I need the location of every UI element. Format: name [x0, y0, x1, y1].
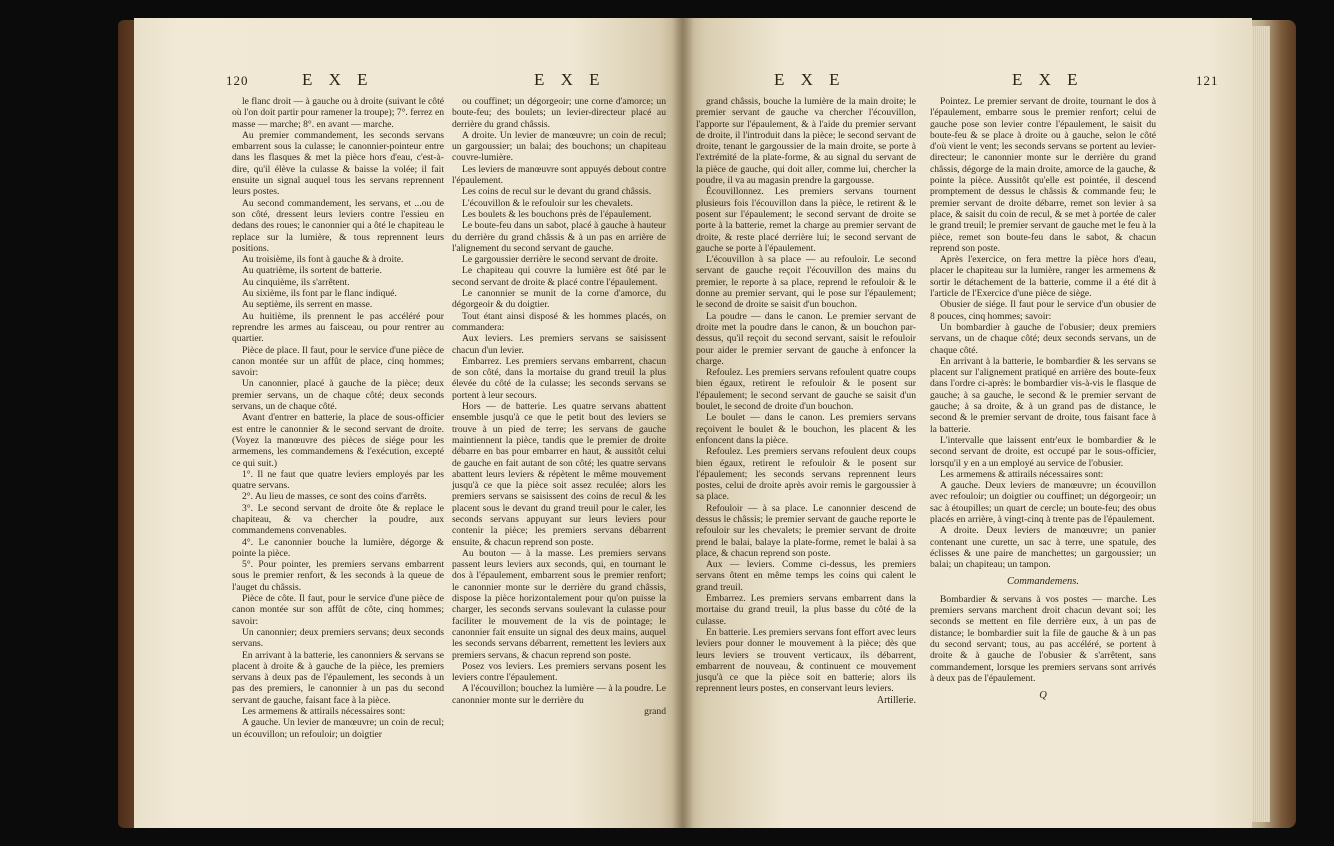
- paragraph: Aux leviers. Les premiers servans se saisissent chacun d'un levier.: [452, 333, 666, 356]
- paragraph: A gauche. Un levier de manœuvre; un coin de recul; un écouvillon; un refouloir; un doigtier: [232, 717, 444, 740]
- paragraph: Un canonnier, placé à gauche de la pièce; deux premier servans, un de chaque côté; deux seconds servans, un de chaque côté.: [232, 378, 444, 413]
- paragraph: ou couffinet; un dégorgeoir; une corne d'amorce; un boute-feu; des boulets; un levier-directeur placé au derrière du grand châssis.: [452, 96, 666, 130]
- paragraph: L'écouvillon & le refouloir sur les chevalets.: [462, 197, 633, 209]
- paragraph: En arrivant à la batterie, les canonniers & servans se placent à droite & à gauche de la pièce, les premiers servans à deux pas de l'épaulement, les seconds à un pas des premiers, le canonnier à un pas du second servant de gauche, faisant face à la pièce.: [232, 649, 444, 706]
- catchword: grand: [644, 706, 666, 718]
- paragraph: 4°. Le canonnier bouche la lumière, dégorge & pointe la pièce.: [232, 536, 444, 559]
- section-heading: Commandemens.: [1006, 576, 1080, 588]
- paragraph: Au second commandement, les servans, et ...ou de son côté, dressent leurs leviers contre l'essieu en dedans des roues; le canonnier qui a ôté le chapiteau le replace sur la lumière, & tous reprennent leurs positions.: [232, 197, 444, 254]
- paragraph: Au cinquième, ils s'arrêtent.: [242, 276, 350, 288]
- paragraph: A droite. Un levier de manœuvre; un coin de recul; un gargoussier; un balai; des bouchons; un chapiteau couvre-lumière.: [452, 129, 666, 164]
- left-page: [134, 18, 682, 828]
- paragraph: Pièce de côte. Il faut, pour le service d'une pièce de canon montée sur son affût de côte, cinq hommes; savoir:: [232, 593, 444, 627]
- right-page-number: 121: [1196, 73, 1219, 88]
- paragraph: Avant d'entrer en batterie, la place de sous-officier est entre le canonnier & le second servant de droite. (Voyez la manœuvre des pièces de siége pour les armemens, les commandemens & l'exécution, excepté ce qui suit.): [232, 412, 444, 469]
- paragraph: La poudre — dans le canon. Le premier servant de droite met la poudre dans le canon, & un bouchon par-dessus, qu'il reçoit du second servant, saisit le refouloir pour aider le premier servant de gauche à enfoncer la charge.: [696, 310, 916, 367]
- left-column-1: [232, 96, 444, 740]
- paragraph: Hors — de batterie. Les quatre servans abattent ensemble jusqu'à ce que le petit bout des leviers se trouve à un pied de terre; les servans de gauche maintiennent la pièce, tandis que le premier de droite débarre en bas pour embarrer en haut, & aussitôt celui de gauche en fait autant de son côté; les quatre servans abattent leurs leviers & répètent le même mouvement jusqu'à ce que la pièce soit assez reculée; alors les premiers servans se saisissent des coins de recul & les placent sous le devant du grand treuil pour le caler, les seconds servans appuyant sur leurs leviers pour contenir la pièce; les premiers servans débarrent ensuite, & chacun reprend son poste.: [452, 401, 666, 548]
- signature-letter: Q: [1039, 690, 1047, 702]
- paragraph: Pièce de place. Il faut, pour le service d'une pièce de canon montée sur un affût de place, cinq hommes; savoir:: [232, 344, 444, 379]
- left-running-head: [134, 70, 682, 92]
- right-running-head: [682, 70, 1252, 92]
- paragraph: A gauche. Deux leviers de manœuvre; un écouvillon avec refouloir; un doigtier ou couffinet; un dégorgeoir; un sac à étoupilles; un quart de cercle; un boute-feu; des obus placés en arrière, à vingt-cinq à trente pas de l'épaulement.: [930, 480, 1156, 525]
- paragraph: Les armemens & attirails nécessaires sont:: [940, 468, 1104, 480]
- paragraph: Pointez. Le premier servant de droite, tournant le dos à l'épaulement, embarre sous le premier renfort; celui de gauche pose son levier contre l'épaulement, le saisit du boute-feu & se place à droite ou à gauche, selon le côté d'où vient le vent; les seconds servans se portent au levier-directeur; le canonnier monte sur le derrière du grand châssis, dégorge de la main droite, amorce de la gauche, & pointe la pièce. Aussitôt qu'elle est pointée, il descend promptement de dessus le châssis & commande feu; le premier servant de droite débarre, remet son levier à sa place, & saisit du coin de recul, & se met à portée de caler le grand treuil; le premier servant de gauche met le feu à la pièce, remet son boute-feu dans le sabot, & chacun reprend son poste.: [930, 96, 1156, 254]
- paragraph: En arrivant à la batterie, le bombardier & les servans se placent sur l'alignement pratiqué en arrière des boute-feux dans l'ordre ci-après: le bombardier vis-à-vis le flasque de gauche; à sa gauche, le second & le premier servant de gauche; à sa droite, & à un grand pas de distance, le second & le premier servant de droite, tous faisant face à la batterie.: [930, 355, 1156, 435]
- paragraph: Après l'exercice, on fera mettre la pièce hors d'eau, placer le chapiteau sur la lumière, ranger les armemens & sortir le détachement de la batterie, comme il a été dit à l'article de l'Exercice d'une pièce de siège.: [930, 254, 1156, 300]
- paragraph: Le chapiteau qui couvre la lumière est ôté par le second servant de droite & placé contre l'épaulement.: [452, 265, 666, 288]
- right-head-col2: E X E: [1012, 70, 1084, 89]
- paragraph: Aux — leviers. Comme ci-dessus, les premiers servans ôtent en même temps les coins qui calent le grand treuil.: [696, 559, 916, 593]
- right-head-col1: E X E: [774, 70, 846, 89]
- paragraph: Refoulez. Les premiers servans refoulent quatre coups bien égaux, retirent le refouloir & le posent sur l'épaulement; le second servant de gauche se saisit d'un boulet, le second de droite d'un bouchon.: [696, 367, 916, 413]
- paragraph: Le boulet — dans le canon. Les premiers servans reçoivent le boulet & le bouchon, les placent & les enfoncent dans la pièce.: [696, 412, 916, 446]
- paragraph: Au bouton — à la masse. Les premiers servans passent leurs leviers aux seconds, qui, en tournant le dos à l'épaulement, embarrent sous le premier renfort; le canonnier monte sur le derrière du grand châssis, dispose la pièce horizontalement pour qu'on puisse la charger, les seconds servans soulevant la culasse pour faciliter le mouvement de la vis de pointage; le canonnier fait ensuite un signal des deux mains, auquel les seconds servans débarrent, remettent les leviers aux premiers servans, & chacun reprend son poste.: [452, 547, 666, 661]
- paragraph: A droite. Deux leviers de manœuvre; un panier contenant une curette, un sac à terre, une spatule, des éclisses & une paire de manchettes; un gargoussier; un balai; un chapiteau; un tampon.: [930, 525, 1156, 571]
- paragraph: Écouvillonnez. Les premiers servans tournent plusieurs fois l'écouvillon dans la pièce, le retirent & le posent sur l'épaulement; le second servant de droite se porte à la batterie, remet la charge au premier servant de droite, & reste placé derrière lui; le second servant de gauche se porte à l'épaulement.: [696, 186, 916, 254]
- paragraph: Refoulez. Les premiers servans refoulent deux coups bien égaux, retirent le refouloir & le posent sur l'épaulement; les seconds servans reprennent leurs postes, celui de droite après avoir remis le gargoussier à sa place.: [696, 446, 916, 503]
- paragraph: Au septième, ils serrent en masse.: [242, 299, 373, 311]
- left-page-number: 120: [226, 73, 249, 88]
- paragraph: A l'écouvillon; bouchez la lumière — à la poudre. Le canonnier monte sur le derrière du: [452, 683, 666, 706]
- page-edges: [1250, 26, 1270, 822]
- paragraph: Embarrez. Les premiers servans embarrent dans la mortaise du grand treuil, la plus basse du côté de la culasse.: [696, 593, 916, 627]
- paragraph: Le boute-feu dans un sabot, placé à gauche à hauteur du derrière du grand châssis & à un pas en arrière de l'alignement du second servant de gauche.: [452, 220, 666, 254]
- book-gutter: [672, 18, 694, 828]
- paragraph: Un bombardier à gauche de l'obusier; deux premiers servans, un de chaque côté; deux seconds servans, un de chaque côté.: [930, 321, 1156, 356]
- paragraph: L'intervalle que laissent entr'eux le bombardier & le second servant de droite, est occupé par le sous-officier, lorsqu'il y en a un employé au service de l'obusier.: [930, 434, 1156, 469]
- paragraph: Refouloir — à sa place. Le canonnier descend de dessus le châssis; le premier servant de gauche reporte le refouloir sur les chevalets; le premier servant de droite prend le balai, balaye la plate-forme, remet le balai à sa place, & chacun reprend son poste.: [696, 502, 916, 559]
- paragraph: Posez vos leviers. Les premiers servans posent les leviers contre l'épaulement.: [452, 660, 666, 684]
- paragraph: le flanc droit — à gauche ou à droite (suivant le côté où l'on doit partir pour ramener la troupe); 7°. ferrez en masse — marche; 8°. en avant — marche.: [232, 96, 445, 130]
- paragraph: Les boulets & les bouchons près de l'épaulement.: [462, 208, 652, 220]
- paragraph: Obusier de siége. Il faut pour le service d'un obusier de 8 pouces, cinq hommes; savoir:: [930, 299, 1156, 322]
- left-head-col2: E X E: [534, 70, 606, 89]
- left-head-col1: E X E: [302, 70, 374, 89]
- paragraph: Les coins de recul sur le devant du grand châssis.: [462, 186, 652, 198]
- paragraph: Au troisième, ils font à gauche & à droite.: [242, 254, 404, 266]
- paragraph: Embarrez. Les premiers servans embarrent, chacun de son côté, dans la mortaise du grand treuil la plus élevée du côté de la culasse; les seconds servans se portent à leur secours.: [452, 355, 666, 401]
- paragraph: Un canonnier; deux premiers servans; deux seconds servans.: [232, 626, 444, 650]
- paragraph: Le canonnier se munit de la corne d'amorce, du dégorgeoir & du doigtier.: [452, 288, 666, 311]
- paragraph: Au premier commandement, les seconds servans embarrent sous la culasse; le canonnier-pointeur entre dans les flasques & met la pièce hors d'eau, c'est-à-dire, qu'il élève la culasse & baisse la volée; il fait ensuite un signal auquel tous les servans reprennent leurs postes.: [232, 129, 444, 198]
- right-column-1: [696, 96, 916, 706]
- right-page: [682, 18, 1252, 828]
- paragraph: 1°. Il ne faut que quatre leviers employés par les quatre servans.: [232, 468, 444, 492]
- paragraph: Les armemens & attirails nécessaires sont:: [242, 706, 406, 718]
- signature-mark: Artillerie.: [876, 694, 916, 706]
- left-column-2: [452, 96, 666, 717]
- paragraph: Au quatrième, ils sortent de batterie.: [242, 265, 382, 277]
- paragraph: L'écouvillon à sa place — au refouloir. Le second servant de gauche reçoit l'écouvillon des mains du premier, le reporte à sa place, reprend le refouloir & le donne au premier servant, qui le pose sur l'épaulement; le second de droite se saisit d'un bouchon.: [696, 254, 916, 311]
- paragraph: Au sixième, ils font par le flanc indiqué.: [242, 288, 397, 300]
- paragraph: grand châssis, bouche la lumière de la main droite; le premier servant de gauche va chercher l'écouvillon, l'apporte sur l'épaulement, & à l'aide du premier servant de droite, il l'introduit dans la pièce; le second servant de droite, tenant le gargoussier de la main droite, se porte à l'extrémité de la plate-forme, & au signal du servant de la pièce de gauche, qui doit aller, comme lui, chercher la poudre, il va au magasin prendre la gargousse.: [696, 96, 916, 187]
- paragraph: Bombardier & servans à vos postes — marche. Les premiers servans marchent droit chacun devant soi; les seconds se mettent en file derrière eux, à un pas de distance; le bombardier suit la file de gauche & à un pas du second servant; tous, au pas accéléré, se portent à droite & à gauche de l'obusier & s'arrêtent, sans commandement, lorsque les premiers servans sont arrivés à deux pas de l'épaulement.: [930, 593, 1156, 684]
- paragraph: Les leviers de manœuvre sont appuyés debout contre l'épaulement.: [452, 163, 666, 187]
- paragraph: Au huitième, ils prennent le pas accéléré pour reprendre les armes au faisceau, ou pour rentrer au quartier.: [232, 310, 444, 345]
- paragraph: Le gargoussier derrière le second servant de droite.: [462, 254, 658, 266]
- paragraph: 5°. Pour pointer, les premiers servans embarrent sous le premier renfort, & les seconds à la queue de l'auget du châssis.: [232, 559, 444, 593]
- paragraph: 2°. Au lieu de masses, ce sont des coins d'arrêts.: [242, 491, 427, 503]
- paragraph: 3°. Le second servant de droite ôte & replace le chapiteau, & va chercher la poudre, aux commandemens convenables.: [232, 502, 444, 537]
- paragraph: Tout étant ainsi disposé & les hommes placés, on commandera:: [452, 310, 666, 333]
- right-column-2: [930, 96, 1156, 707]
- paragraph: En batterie. Les premiers servans font effort avec leurs leviers pour donner le mouvement à la pièce; dès que leurs leviers se trouvent verticaux, ils débarrent, embarrent de nouveau, & continuent ce mouvement jusqu'à ce que la pièce soit en batterie; alors ils reprennent leurs postes, en conservant leurs leviers.: [696, 626, 916, 695]
